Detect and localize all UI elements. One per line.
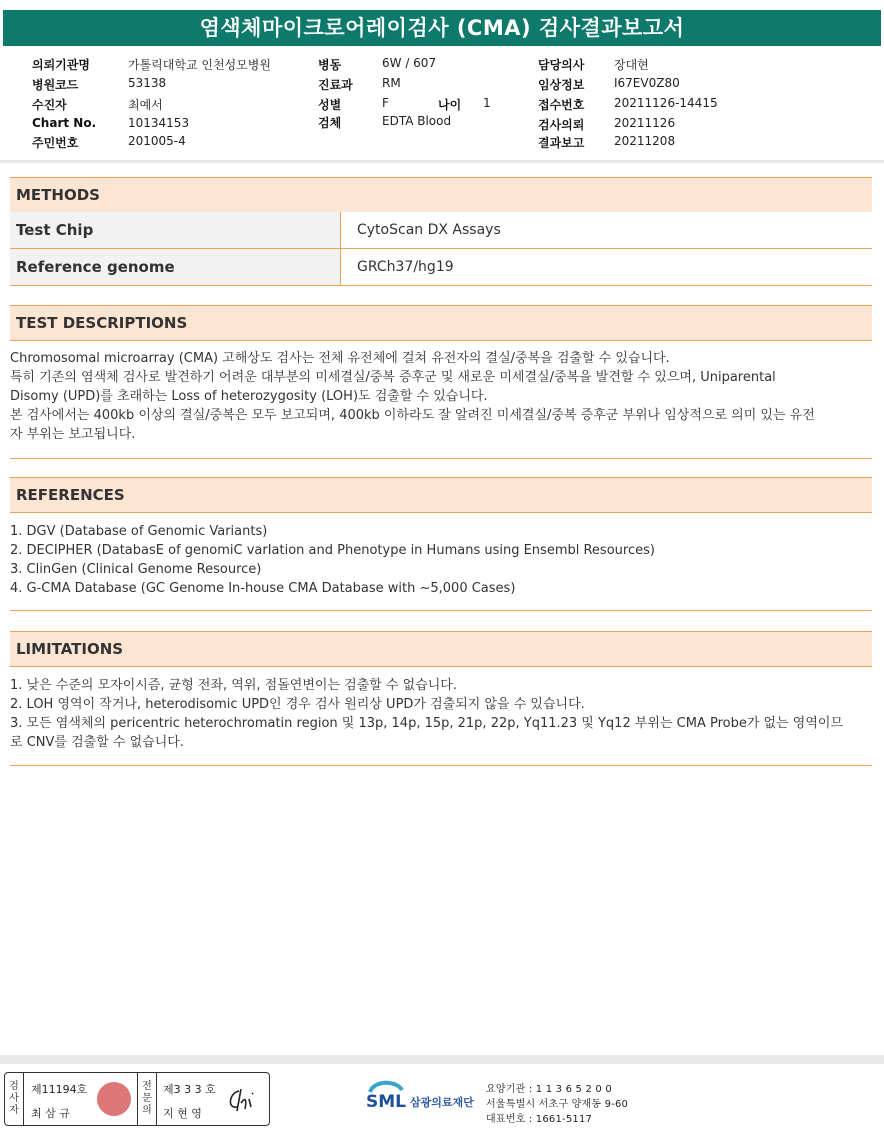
list-item: 2. LOH 영역이 작거나, heterodisomic UPD인 경우 검사 원리상 UPD가 검출되지 않을 수 있습니다. (10, 697, 585, 712)
methods-heading-text: METHODS (16, 186, 100, 204)
clinical-value: I67EV0Z80 (614, 76, 680, 90)
request-value: 20211126 (614, 116, 676, 130)
list-item: 3. 모든 염색체의 pericentric heterochromatin region 및 13p, 14p, 15p, 21p, 22p, Yq11.23 및 Yq12 부위는 CMA Probe가 없는 영역이므 (10, 716, 844, 731)
chart-value: 10134153 (128, 116, 190, 130)
logo-text: SML (366, 1092, 406, 1112)
methods-value: CytoScan DX Assays (357, 222, 501, 238)
methods-key-cell (10, 249, 340, 285)
limitations-heading-text: LIMITATIONS (16, 640, 124, 658)
patient-value: 최예서 (128, 98, 163, 112)
title-bar (3, 10, 881, 46)
references-heading-text: REFERENCES (16, 486, 125, 504)
references-list (10, 522, 872, 598)
report-date-label: 결과보고 (538, 136, 585, 150)
methods-key-cell (10, 212, 340, 248)
specialist-name: 지 현 영 (163, 1107, 202, 1120)
examiner-number: 제11194호 (31, 1083, 88, 1096)
clinical-label: 임상정보 (538, 78, 585, 92)
test-descriptions-heading (10, 305, 872, 341)
list-item: 4. G-CMA Database (GC Genome In-house CMA Database with ~5,000 Cases) (10, 581, 516, 596)
logo-subtitle: 삼광의료재단 (410, 1096, 474, 1109)
age-label: 나이 (438, 98, 462, 112)
signature-icon (225, 1085, 261, 1115)
list-item: 로 CNV를 검출할 수 없습니다. (10, 735, 184, 750)
divider (10, 765, 872, 766)
methods-table (10, 212, 872, 286)
institution-value: 가톨릭대학교 인천성모병원 (128, 58, 271, 72)
signature-box (4, 1072, 270, 1126)
limitations-heading (10, 631, 872, 667)
address: 서울특별시 서초구 양재동 9-60 (486, 1099, 629, 1110)
methods-value: GRCh37/hg19 (357, 259, 454, 275)
list-item: 2. DECIPHER (DatabasE of genomiC varIation and Phenotype in Humans using Ensembl Resources) (10, 543, 655, 558)
paragraph: 본 검사에서는 400kb 이상의 결실/중복은 모두 보고되며, 400kb 이하라도 잘 알려진 미세결실/중복 증후군 부위나 임상적으로 의미 있는 유전 (10, 408, 815, 423)
char: 문 (142, 1093, 152, 1104)
ward-value: 6W / 607 (382, 56, 437, 70)
rrn-value: 201005-4 (128, 134, 186, 148)
examiner-name: 최 삼 규 (31, 1107, 70, 1120)
paragraph: Chromosomal microarray (CMA) 고해상도 검사는 전체 유전체에 걸쳐 유전자의 결실/중복을 검출할 수 있습니다. (10, 351, 670, 366)
specimen-value: EDTA Blood (382, 114, 452, 128)
hospital-code-label: 병원코드 (32, 78, 79, 92)
paragraph: 자 부위는 보고됩니다. (10, 427, 136, 442)
age-value: 1 (483, 96, 491, 110)
footer-band (0, 1055, 884, 1064)
patient-label: 수진자 (32, 98, 67, 112)
methods-key: Reference genome (16, 258, 175, 276)
request-label: 검사의뢰 (538, 118, 585, 132)
dept-value: RM (382, 76, 401, 90)
list-item: 3. ClinGen (Clinical Genome Resource) (10, 562, 262, 577)
institution-label: 의뢰기관명 (32, 58, 90, 72)
divider (10, 610, 872, 611)
facility-code: 요양기관 : 1 1 3 6 5 2 0 0 (486, 1084, 612, 1095)
paragraph: Disomy (UPD)를 초래하는 Loss of heterozygosity (LOH)도 검출할 수 있습니다. (10, 389, 488, 404)
methods-value-cell (340, 212, 873, 248)
char: 의 (142, 1105, 152, 1116)
dept-label: 진료과 (318, 78, 353, 92)
report-date-value: 20211208 (614, 134, 676, 148)
char: 사 (9, 1093, 19, 1104)
methods-row (10, 249, 872, 286)
sex-value: F (382, 96, 389, 110)
receipt-label: 접수번호 (538, 98, 585, 112)
examiner-vertical-label (5, 1073, 24, 1125)
methods-value-cell (340, 249, 873, 285)
references-heading (10, 477, 872, 513)
patient-info (0, 54, 884, 158)
divider (10, 458, 872, 459)
char: 전 (142, 1081, 152, 1092)
list-item: 1. DGV (Database of Genomic Variants) (10, 524, 268, 539)
methods-row (10, 212, 872, 249)
rrn-label: 주민번호 (32, 136, 79, 150)
char: 검 (9, 1081, 19, 1092)
specimen-label: 검체 (318, 116, 342, 130)
chart-label: Chart No. (32, 116, 97, 130)
divider (0, 160, 884, 163)
paragraph: 특히 기존의 염색체 검사로 발견하기 어려운 대부분의 미세결실/중복 증후군 및 새로운 미세결실/중복을 발견할 수 있으며, Uniparental (10, 370, 776, 385)
phone: 대표번호 : 1661-5117 (486, 1114, 593, 1125)
limitations-list (10, 676, 872, 752)
list-item: 1. 낮은 수준의 모자이시즘, 균형 전좌, 역위, 점돌연변이는 검출할 수 없습니다. (10, 678, 457, 693)
doctor-value: 장대현 (614, 58, 649, 72)
hospital-code-value: 53138 (128, 76, 167, 90)
specialist-number: 제3 3 3 호 (163, 1083, 216, 1096)
receipt-value: 20211126-14415 (614, 96, 718, 110)
report-header (0, 0, 884, 48)
char: 자 (9, 1105, 19, 1116)
seal-icon (97, 1082, 131, 1116)
doctor-label: 담당의사 (538, 58, 585, 72)
test-descriptions-body (10, 349, 872, 444)
sex-label: 성별 (318, 98, 342, 112)
specialist-vertical-label (137, 1073, 157, 1125)
report-title: 염색체마이크로어레이검사 (CMA) 검사결과보고서 (199, 16, 685, 40)
methods-key: Test Chip (16, 221, 94, 239)
methods-heading (10, 177, 872, 213)
ward-label: 병동 (318, 58, 342, 72)
test-descriptions-heading-text: TEST DESCRIPTIONS (16, 314, 188, 332)
